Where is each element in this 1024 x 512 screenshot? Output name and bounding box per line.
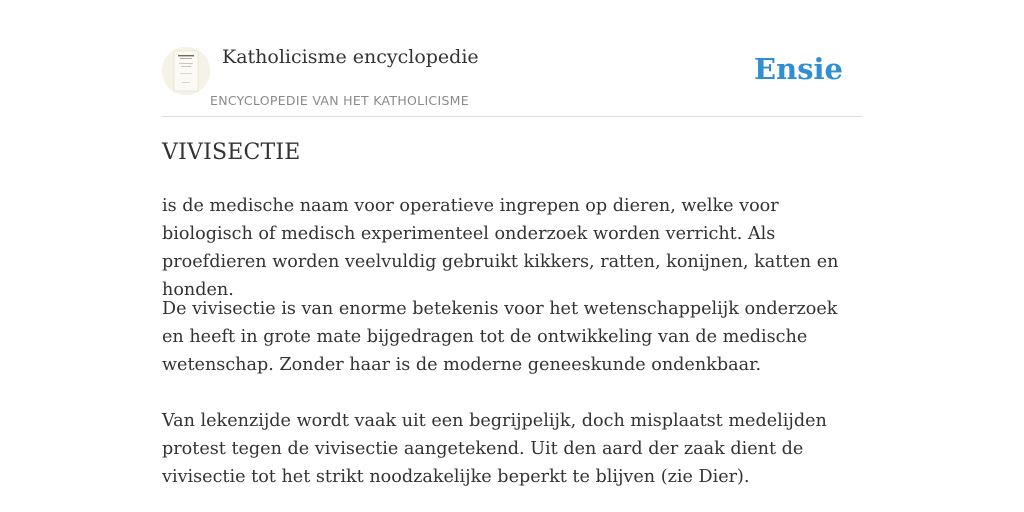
site-subtitle: ENCYCLOPEDIE VAN HET KATHOLICISME [210,93,469,108]
article-paragraph-3: Van lekenzijde wordt vaak uit een begrijpelijk, doch misplaatst medelijden protest tegen de vivisectie aangetekend. Uit den aard der zaak dient de vivisectie tot het strikt noodzakelijke beperkt te blijven (zie Dier). [162,411,827,487]
article-paragraph-1: is de medische naam voor operatieve ingrepen op dieren, welke voor biologisch of medisch experimenteel onderzoek worden verricht. Als proefdieren worden veelvuldig gebruikt kikkers, ratten, konijnen, katten en honden. [162,196,839,300]
article-title: VIVISECTIE [162,140,301,165]
brand-logo-link[interactable]: Ensie [754,52,843,86]
book-cover-icon[interactable] [162,47,210,95]
site-title[interactable]: Katholicisme encyclopedie [222,46,479,68]
site-header [162,0,862,117]
article-paragraph-2: De vivisectie is van enorme betekenis voor het wetenschappelijk onderzoek en heeft in grote mate bijgedragen tot de ontwikkeling van de medische wetenschap. Zonder haar is de moderne geneeskunde ondenkbaar. [162,299,838,375]
article-page [162,0,862,512]
